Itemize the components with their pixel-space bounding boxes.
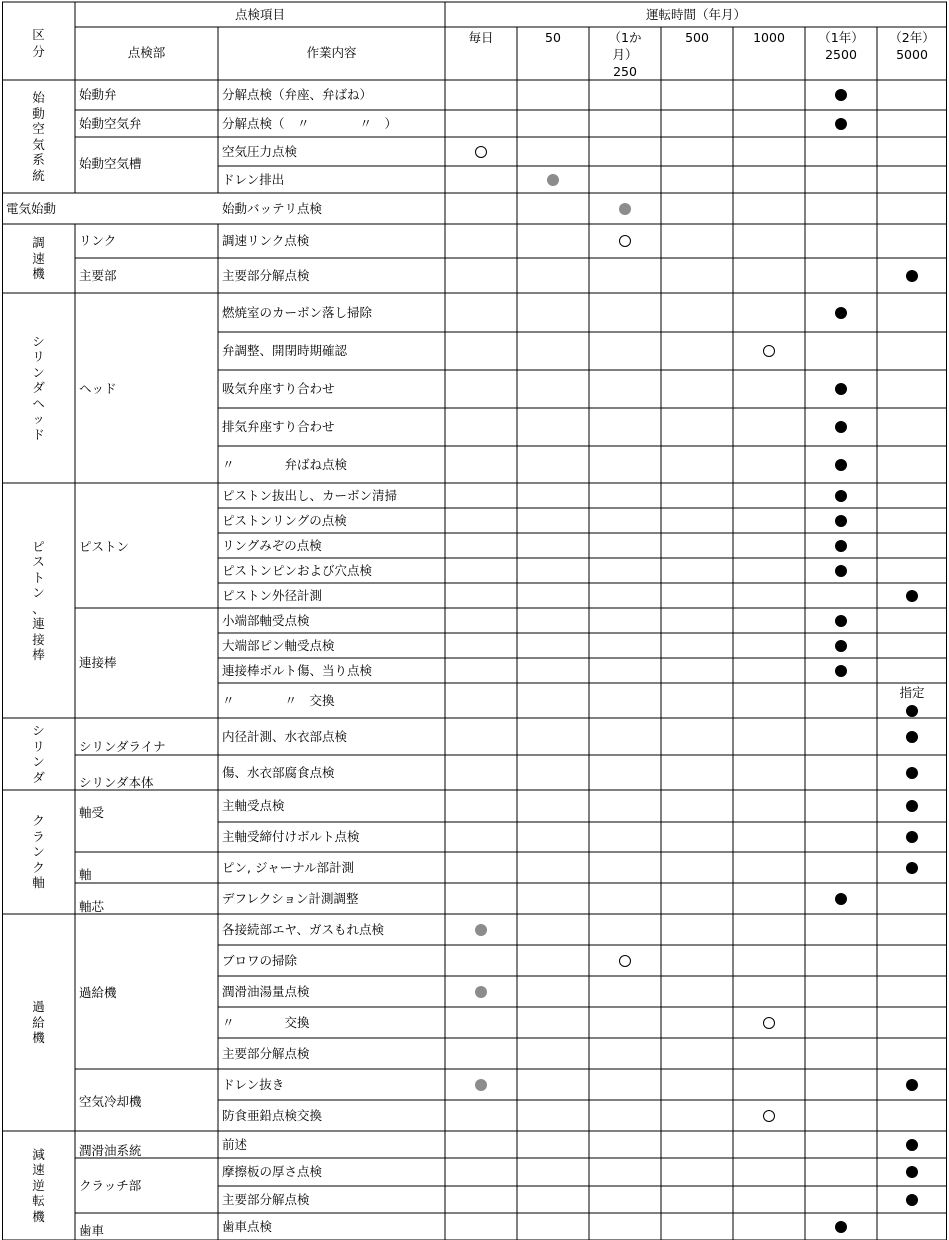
part-label: 軸受 — [79, 805, 105, 820]
category-header-char: 分 — [32, 44, 45, 59]
part-label: 潤滑油系統 — [79, 1143, 142, 1158]
filled-dot-mark — [906, 1079, 918, 1091]
work-item: ドレン抜き — [222, 1076, 285, 1092]
inspection-items-header: 点検項目 — [234, 7, 285, 22]
category-char: ス — [32, 554, 45, 569]
gray-dot-mark — [475, 924, 487, 936]
part-label: クラッチ部 — [79, 1178, 142, 1193]
interval-header: 2500 — [825, 47, 857, 62]
category-label — [30, 235, 48, 282]
interval-header: 毎日 — [468, 30, 494, 45]
filled-dot-mark — [906, 731, 918, 743]
work-header: 作業内容 — [306, 45, 357, 60]
filled-dot-mark — [906, 590, 918, 602]
work-item: 連接棒ボルト傷、当り点検 — [222, 662, 373, 678]
category-char: ト — [32, 569, 45, 585]
category-char: 統 — [32, 167, 45, 183]
category-char: ダ — [32, 769, 45, 785]
category-header — [2, 26, 75, 60]
category-label — [30, 999, 48, 1046]
gray-dot-mark — [547, 174, 559, 186]
category-char: 速 — [32, 1162, 45, 1178]
category-char: ド — [32, 426, 45, 442]
part-label: 空気冷却機 — [79, 1094, 142, 1109]
work-item: 吸気弁座すり合わせ — [222, 381, 335, 396]
gray-dot-mark — [475, 986, 487, 998]
work-item: 調速リンク点検 — [222, 233, 310, 248]
work-item: ピストンリングの点検 — [222, 512, 347, 528]
category-char: 転 — [32, 1193, 45, 1209]
category-char: 逆 — [32, 1177, 45, 1193]
filled-dot-mark — [835, 490, 847, 502]
category-char: 軸 — [32, 875, 45, 891]
work-item: 〃 弁ばね点検 — [222, 456, 348, 472]
filled-dot-mark — [906, 270, 918, 282]
category-char: 、 — [32, 600, 45, 616]
category-char: 連 — [32, 616, 45, 631]
category-char: シ — [32, 723, 45, 738]
filled-dot-mark — [835, 515, 847, 527]
filled-dot-mark — [835, 459, 847, 471]
open-circle-mark — [619, 235, 631, 247]
category-char: 速 — [32, 250, 45, 266]
category-char: リ — [32, 738, 45, 754]
category-label — [30, 813, 48, 891]
part-label: シリンダライナ — [79, 739, 166, 754]
work-item: 分解点検（弁座、弁ばね） — [222, 87, 373, 102]
filled-dot-mark — [835, 640, 847, 652]
work-item: 大端部ピン軸受点検 — [222, 637, 335, 653]
filled-dot-mark — [906, 1139, 918, 1151]
part-label: 始動弁 — [79, 87, 117, 102]
work-item: ピン, ジャーナル部計測 — [222, 859, 355, 875]
category-char: ッ — [32, 411, 45, 427]
work-item: ブロワの掃除 — [222, 952, 298, 968]
category-char: 気 — [32, 136, 45, 152]
work-item: 主軸受点検 — [222, 798, 285, 813]
filled-dot-mark — [906, 1194, 918, 1206]
work-item: 主要部分解点検 — [222, 1045, 310, 1061]
filled-dot-mark — [906, 705, 918, 717]
part-label: 始動空気弁 — [79, 116, 142, 131]
filled-dot-mark — [835, 1221, 847, 1233]
work-item: ドレン排出 — [222, 171, 285, 187]
work-item: 燃焼室のカーボン落し掃除 — [222, 304, 373, 320]
category-char: 系 — [32, 152, 45, 167]
category-char: シ — [32, 333, 45, 349]
work-item: 摩擦板の厚さ点検 — [222, 1164, 323, 1179]
open-circle-mark — [475, 146, 487, 158]
designated-note: 指定 — [899, 685, 925, 700]
category-char: ン — [32, 754, 45, 769]
filled-dot-mark — [835, 565, 847, 577]
filled-dot-mark — [906, 767, 918, 779]
category-char: 接 — [32, 631, 45, 647]
open-circle-mark — [763, 1110, 775, 1122]
interval-header: （1年） — [818, 30, 864, 45]
part-label: 歯車 — [79, 1223, 105, 1238]
filled-dot-mark — [835, 615, 847, 627]
filled-dot-mark — [835, 540, 847, 552]
category-char: 減 — [32, 1146, 45, 1162]
work-item: 弁調整、開閉時期確認 — [222, 343, 348, 358]
interval-header: 月） — [612, 47, 638, 62]
category-header-char: 区 — [32, 27, 45, 42]
category-char: 給 — [32, 1014, 45, 1030]
category-label — [30, 334, 48, 443]
work-item: 主要部分解点検 — [222, 267, 310, 283]
work-item: 潤滑油湯量点検 — [222, 983, 310, 999]
category-char: 機 — [32, 1030, 45, 1046]
interval-header: 50 — [545, 30, 561, 45]
filled-dot-mark — [835, 421, 847, 433]
interval-header: 250 — [613, 64, 637, 79]
work-item: 歯車点検 — [222, 1218, 273, 1234]
category-label: 電気始動 — [6, 200, 57, 216]
filled-dot-mark — [835, 383, 847, 395]
interval-header: 5000 — [896, 47, 928, 62]
work-item: 〃 交換 — [222, 1014, 310, 1030]
interval-header: （2年） — [889, 30, 935, 45]
filled-dot-mark — [906, 831, 918, 843]
work-item: 小端部軸受点検 — [222, 612, 310, 628]
work-item: 主軸受締付けボルト点検 — [222, 829, 360, 844]
category-char: 機 — [32, 1208, 45, 1224]
operating-time-header: 運転時間（年月） — [645, 7, 746, 22]
category-char: ン — [32, 364, 45, 380]
work-item: デフレクション計測調整 — [222, 890, 359, 906]
open-circle-mark — [619, 955, 631, 967]
interval-header: 1000 — [753, 30, 785, 45]
category-char: 棒 — [32, 647, 45, 662]
part-label: リンク — [79, 233, 117, 248]
category-char: 調 — [32, 235, 45, 251]
category-char: リ — [32, 349, 45, 365]
work-item: 各接続部エヤ、ガスもれ点検 — [222, 921, 385, 937]
part-label: 始動空気槽 — [79, 156, 142, 171]
open-circle-mark — [763, 345, 775, 357]
category-char: ン — [32, 585, 45, 600]
work-item: リングみぞの点検 — [222, 537, 322, 553]
filled-dot-mark — [835, 665, 847, 677]
category-char: ク — [32, 813, 45, 829]
interval-header: 500 — [685, 30, 709, 45]
work-item: ピストン外径計測 — [222, 587, 323, 603]
category-char: 動 — [32, 105, 45, 121]
filled-dot-mark — [835, 89, 847, 101]
work-item: 傷、水衣部腐食点検 — [222, 764, 335, 780]
category-char: ン — [32, 844, 45, 860]
category-char: 過 — [32, 999, 45, 1015]
work-item: 〃 〃 交換 — [222, 692, 335, 708]
part-label: 主要部 — [79, 268, 117, 283]
work-item: 防食亜鉛点検交換 — [222, 1107, 323, 1123]
filled-dot-mark — [835, 118, 847, 130]
filled-dot-mark — [835, 893, 847, 905]
work-item: 排気弁座すり合わせ — [222, 419, 335, 434]
category-char: ク — [32, 859, 45, 875]
part-label: 過給機 — [79, 985, 117, 1000]
work-item: 主要部分解点検 — [222, 1191, 310, 1207]
part-header: 点検部 — [127, 45, 166, 60]
gray-dot-mark — [475, 1079, 487, 1091]
work-item: 空気圧力点検 — [222, 143, 298, 159]
part-label: 軸 — [79, 867, 92, 882]
category-label — [30, 539, 48, 663]
category-char: ヘ — [32, 395, 45, 411]
filled-dot-mark — [906, 862, 918, 874]
category-char: 機 — [32, 266, 45, 282]
work-item: 始動バッテリ点検 — [222, 200, 323, 216]
category-char: 始 — [32, 90, 45, 105]
category-label — [30, 90, 48, 183]
part-label: 連接棒 — [79, 655, 117, 670]
category-char: ラ — [32, 828, 45, 844]
part-label: シリンダ本体 — [79, 775, 154, 790]
open-circle-mark — [763, 1017, 775, 1029]
work-item: 前述 — [222, 1136, 248, 1152]
category-label — [30, 723, 48, 785]
part-label: 軸芯 — [79, 899, 105, 914]
category-char: ピ — [32, 538, 45, 554]
part-label: ヘッド — [79, 381, 117, 396]
interval-header: （1か — [608, 30, 642, 45]
work-item: ピストンピンおよび穴点検 — [222, 562, 373, 578]
part-label: ピストン — [79, 539, 130, 554]
gray-dot-mark — [619, 203, 631, 215]
filled-dot-mark — [906, 1166, 918, 1178]
work-item: 分解点検（ 〃 〃 ） — [222, 115, 398, 131]
category-label — [30, 1147, 48, 1225]
work-item: 内径計測、水衣部点検 — [222, 728, 348, 744]
category-char: 空 — [32, 121, 45, 136]
filled-dot-mark — [835, 307, 847, 319]
filled-dot-mark — [906, 800, 918, 812]
category-char: ダ — [32, 380, 45, 396]
work-item: ピストン抜出し、カーボン清掃 — [222, 487, 398, 503]
